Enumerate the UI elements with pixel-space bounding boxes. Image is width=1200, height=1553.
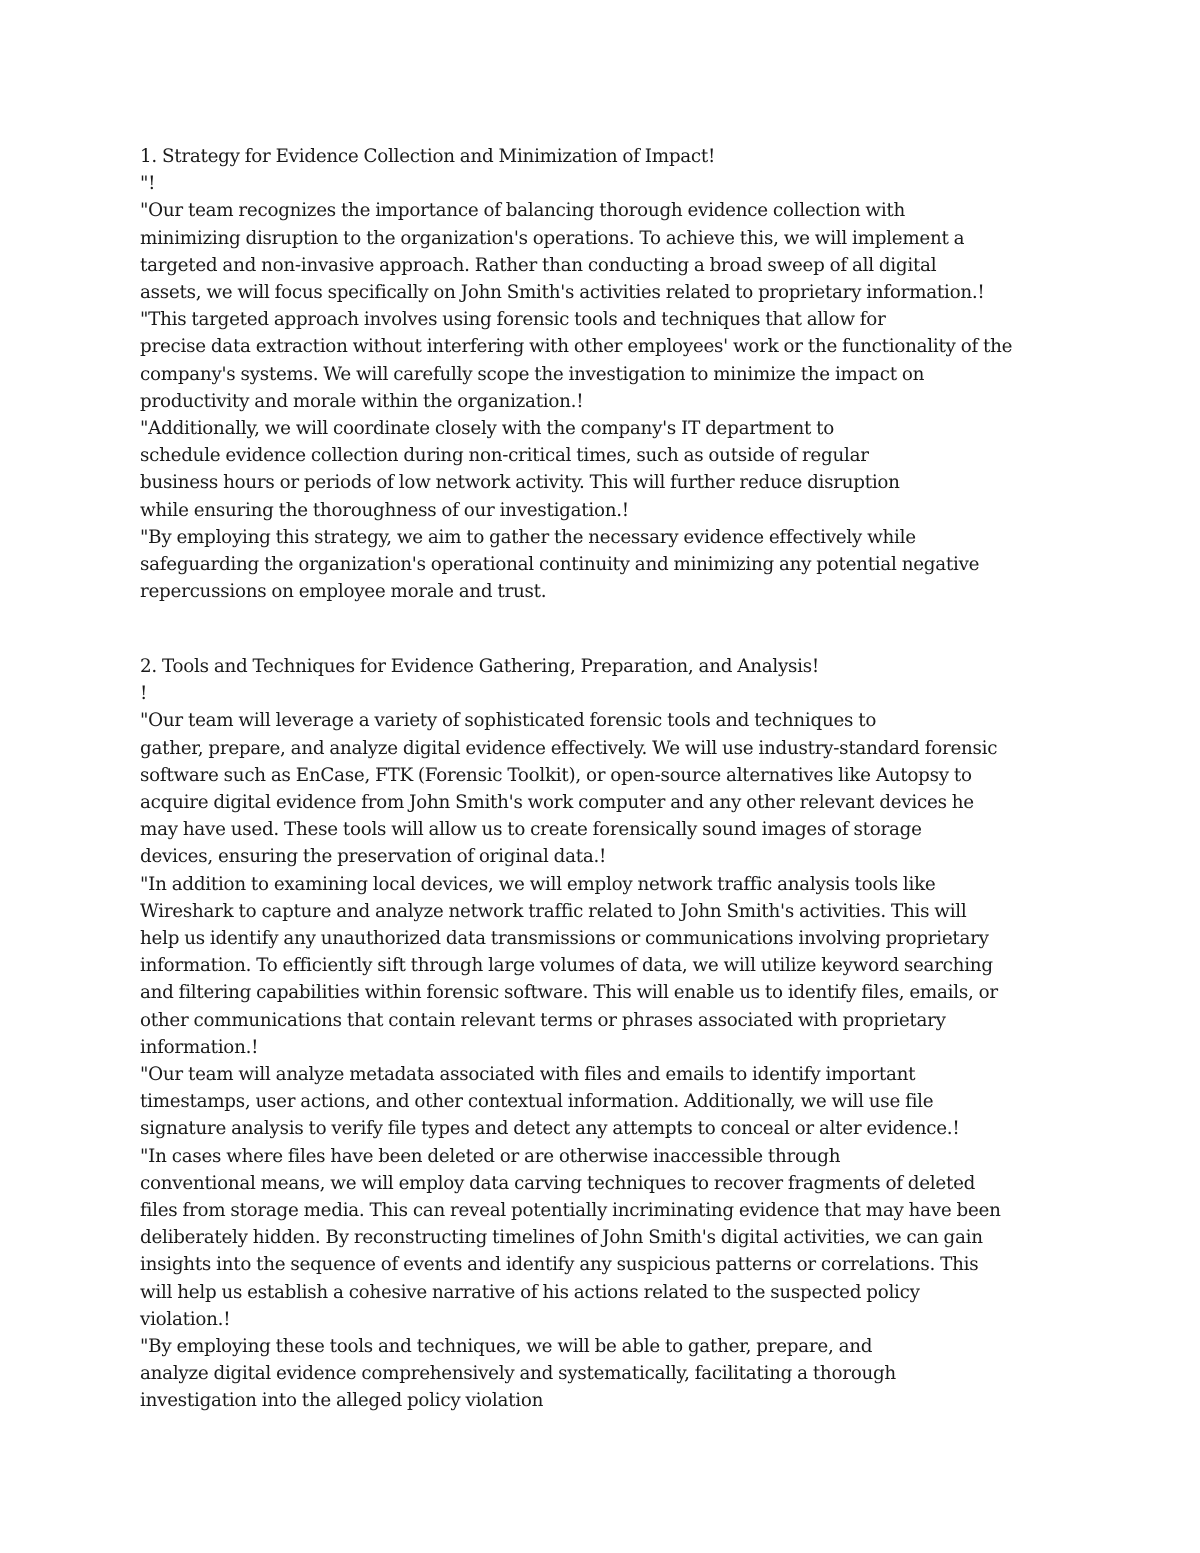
- text-line: "Our team will leverage a variety of sophisticated forensic tools and techniques to: [140, 710, 877, 732]
- section-evidence-collection-strategy: [140, 143, 1070, 605]
- section-heading: 1. Strategy for Evidence Collection and Minimization of Impact!: [140, 146, 716, 167]
- text-line: "!: [140, 173, 156, 195]
- text-line: help us identify any unauthorized data transmissions or communications involving proprietary: [140, 928, 989, 950]
- text-line: productivity and morale within the organization.!: [140, 390, 584, 412]
- text-line: assets, we will focus specifically on John Smith's activities related to proprietary information.!: [140, 282, 985, 304]
- text-line: !: [140, 683, 148, 705]
- text-line: other communications that contain relevant terms or phrases associated with proprietary: [140, 1009, 946, 1031]
- text-line: information. To efficiently sift through large volumes of data, we will utilize keyword searching: [140, 955, 993, 977]
- text-line: insights into the sequence of events and identify any suspicious patterns or correlations. This: [140, 1254, 979, 1276]
- text-line: targeted and non-invasive approach. Rather than conducting a broad sweep of all digital: [140, 254, 937, 276]
- text-line: acquire digital evidence from John Smith's work computer and any other relevant devices he: [140, 792, 974, 814]
- text-line: company's systems. We will carefully scope the investigation to minimize the impact on: [140, 363, 925, 385]
- text-line: schedule evidence collection during non-critical times, such as outside of regular: [140, 445, 869, 467]
- text-line: investigation into the alleged policy violation: [140, 1390, 544, 1412]
- text-line: Wireshark to capture and analyze network traffic related to John Smith's activities. This will: [140, 900, 967, 922]
- text-line: deliberately hidden. By reconstructing timelines of John Smith's digital activities, we can gain: [140, 1227, 983, 1249]
- text-line: violation.!: [140, 1308, 231, 1330]
- text-line: may have used. These tools will allow us to create forensically sound images of storage: [140, 819, 922, 841]
- text-line: software such as EnCase, FTK (Forensic Toolkit), or open-source alternatives like Autopsy to: [140, 764, 972, 786]
- text-line: "Our team will analyze metadata associated with files and emails to identify important: [140, 1064, 916, 1086]
- text-line: conventional means, we will employ data carving techniques to recover fragments of deleted: [140, 1172, 976, 1194]
- text-line: "In cases where files have been deleted or are otherwise inaccessible through: [140, 1145, 841, 1167]
- text-line: "Our team recognizes the importance of balancing thorough evidence collection with: [140, 200, 906, 222]
- text-line: gather, prepare, and analyze digital evidence effectively. We will use industry-standard forensic: [140, 737, 998, 759]
- text-line: "By employing these tools and techniques, we will be able to gather, prepare, and: [140, 1336, 873, 1358]
- section-tools-and-techniques: [140, 653, 1070, 1415]
- text-line: signature analysis to verify file types and detect any attempts to conceal or alter evidence.!: [140, 1118, 960, 1140]
- text-line: "In addition to examining local devices, we will employ network traffic analysis tools like: [140, 873, 936, 895]
- text-line: "Additionally, we will coordinate closely with the company's IT department to: [140, 418, 834, 440]
- text-line: "By employing this strategy, we aim to gather the necessary evidence effectively while: [140, 526, 916, 548]
- text-line: and filtering capabilities within forensic software. This will enable us to identify files, emails, or: [140, 982, 998, 1004]
- text-line: business hours or periods of low network activity. This will further reduce disruption: [140, 472, 900, 494]
- text-line: will help us establish a cohesive narrative of his actions related to the suspected policy: [140, 1281, 920, 1303]
- text-line: timestamps, user actions, and other contextual information. Additionally, we will use file: [140, 1091, 934, 1113]
- text-line: safeguarding the organization's operational continuity and minimizing any potential negative: [140, 554, 980, 576]
- text-line: devices, ensuring the preservation of original data.!: [140, 846, 607, 868]
- text-line: files from storage media. This can reveal potentially incriminating evidence that may have been: [140, 1200, 1001, 1222]
- text-line: precise data extraction without interfering with other employees' work or the functionality of the: [140, 336, 1013, 358]
- text-line: "This targeted approach involves using forensic tools and techniques that allow for: [140, 309, 886, 331]
- text-line: analyze digital evidence comprehensively and systematically, facilitating a thorough: [140, 1363, 896, 1385]
- section-heading: 2. Tools and Techniques for Evidence Gathering, Preparation, and Analysis!: [140, 656, 819, 677]
- text-line: minimizing disruption to the organization's operations. To achieve this, we will implement a: [140, 227, 965, 249]
- text-line: repercussions on employee morale and trust.: [140, 581, 547, 603]
- text-line: information.!: [140, 1036, 259, 1058]
- text-line: while ensuring the thoroughness of our investigation.!: [140, 499, 629, 521]
